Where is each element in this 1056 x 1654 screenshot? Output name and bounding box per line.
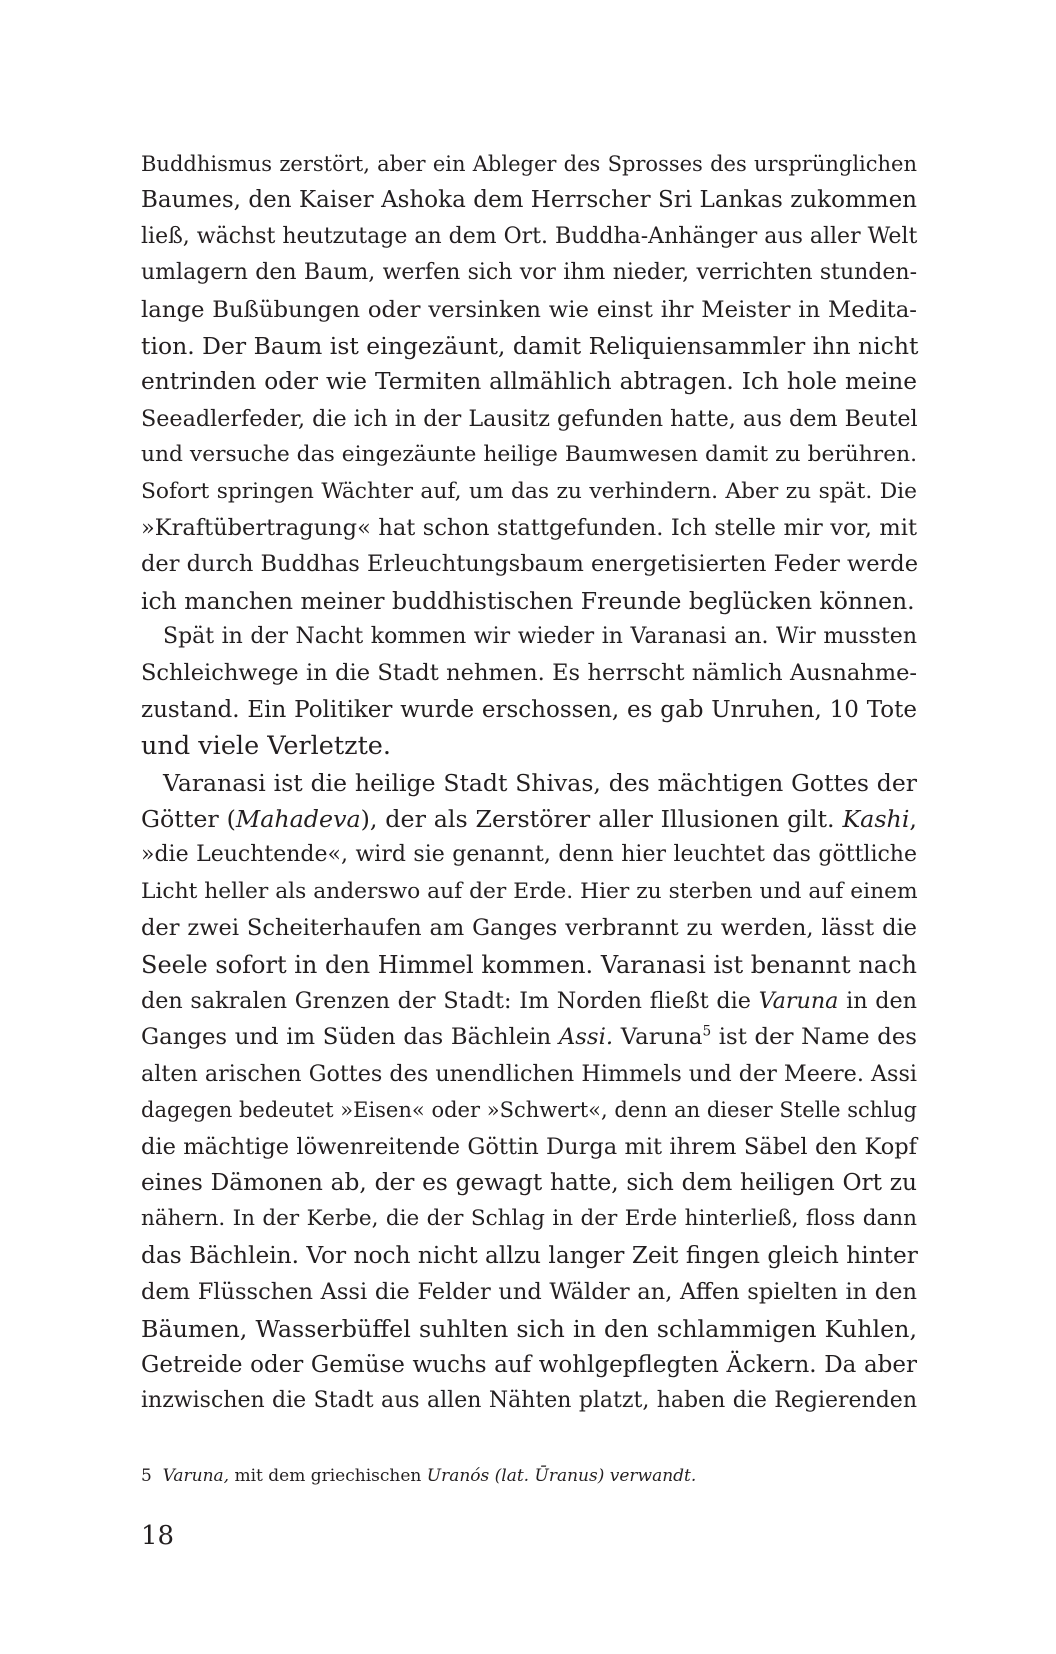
text-line: entrinden oder wie Termiten allmählich abtragen. Ich hole meine	[141, 368, 917, 396]
text-segment: den sakralen Grenzen der Stadt: Im Norden fließt die	[141, 987, 759, 1014]
text-line: Baumes, den Kaiser Ashoka dem Herrscher Sri Lankas zukommen	[141, 187, 917, 214]
italic-term: Assi.	[558, 1024, 614, 1051]
text-line: Buddhismus zerstört, aber ein Ableger des Sprosses des ursprünglichen	[141, 152, 917, 176]
text-line: Licht heller als anderswo auf der Erde. Hier zu sterben und auf einem	[141, 878, 918, 904]
text-line: und versuche das eingezäunte heilige Baumwesen damit zu berühren.	[141, 442, 917, 468]
text-line: tion. Der Baum ist eingezäunt, damit Reliquiensammler ihn nicht	[141, 331, 919, 360]
text-line: eines Dämonen ab, der es gewagt hatte, sich dem heiligen Ort zu	[141, 1168, 917, 1196]
text-line: dagegen bedeutet »Eisen« oder »Schwert«, denn an dieser Stelle schlug	[141, 1098, 917, 1123]
footnote-text: mit dem griechischen	[229, 1466, 427, 1486]
text-line: nähern. In der Kerbe, die der Schlag in der Erde hinterließ, floss dann	[141, 1206, 917, 1232]
text-line: dem Flüsschen Assi die Felder und Wälder an, Affen spielten in den	[141, 1279, 917, 1306]
text-line	[141, 801, 917, 837]
text-line: die mächtige löwenreitende Göttin Durga mit ihrem Säbel den Kopf	[141, 1133, 917, 1160]
text-segment: Ganges und im Süden das Bächlein	[141, 1024, 559, 1051]
text-segment: Varuna	[613, 1024, 703, 1051]
text-line: Getreide oder Gemüse wuchs auf wohlgepflegten Äckern. Da aber	[141, 1351, 917, 1378]
footnote-number: 5	[141, 1466, 152, 1486]
text-line: Varanasi ist die heilige Stadt Shivas, des mächtigen Gottes der	[163, 768, 917, 797]
text-line: lange Bußübungen oder versinken wie einst ihr Meister in Medita-	[141, 296, 917, 323]
text-segment: in den	[838, 987, 917, 1014]
text-segment: ), der als Zerstörer aller Illusionen gilt.	[360, 805, 843, 834]
italic-term: Mahadeva	[235, 805, 361, 834]
footnote-term: Varuna,	[162, 1466, 230, 1486]
italic-term: Varuna	[758, 987, 839, 1014]
text-line: alten arischen Gottes des unendlichen Himmels und der Meere. Assi	[141, 1060, 917, 1087]
text-line: Bäumen, Wasserbüffel suhlten sich in den schlammigen Kuhlen,	[141, 1314, 917, 1343]
text-line: und viele Verletzte.	[141, 731, 392, 762]
text-line	[141, 983, 917, 1019]
page-number: 18	[141, 1521, 175, 1551]
text-line: »Kraftübertragung« hat schon stattgefunden. Ich stelle mir vor, mit	[141, 514, 917, 541]
text-line: inzwischen die Stadt aus allen Nähten platzt, haben die Regierenden	[141, 1388, 917, 1414]
footnote	[141, 1464, 917, 1488]
text-line: der durch Buddhas Erleuchtungsbaum energetisierten Feder werde	[141, 551, 919, 578]
text-line: ließ, wächst heutzutage an dem Ort. Buddha-Anhänger aus aller Welt	[141, 223, 918, 249]
text-segment: Götter (	[141, 805, 236, 834]
italic-term: Kashi	[842, 805, 910, 834]
footnote-reference[interactable]: 5	[702, 1023, 712, 1040]
body-text	[141, 146, 917, 1420]
text-segment: ,	[909, 805, 917, 834]
text-line: Seeadlerfeder, die ich in der Lausitz gefunden hatte, aus dem Beutel	[141, 405, 918, 432]
text-line: Sofort springen Wächter auf, um das zu verhindern. Aber zu spät. Die	[141, 478, 917, 504]
text-line: »die Leuchtende«, wird sie genannt, denn hier leuchtet das göttliche	[141, 842, 917, 868]
footnote-italic: Uranós (lat. Ūranus) verwandt.	[426, 1466, 697, 1486]
text-line: Schleichwege in die Stadt nehmen. Es herrscht nämlich Ausnahme-	[141, 660, 917, 687]
text-line: ich manchen meiner buddhistischen Freunde beglücken können.	[141, 586, 915, 615]
text-line: der zwei Scheiterhaufen am Ganges verbrannt zu werden, lässt die	[141, 915, 917, 942]
text-line: zustand. Ein Politiker wurde erschossen, es gab Unruhen, 10 Tote	[141, 696, 917, 723]
text-line: Seele sofort in den Himmel kommen. Varanasi ist benannt nach	[141, 950, 917, 979]
text-line: das Bächlein. Vor noch nicht allzu langer Zeit fingen gleich hinter	[141, 1241, 918, 1269]
text-line: Spät in der Nacht kommen wir wieder in Varanasi an. Wir mussten	[163, 624, 917, 650]
text-line	[141, 1019, 917, 1055]
text-segment: ist der Name des	[711, 1024, 917, 1051]
text-line: umlagern den Baum, werfen sich vor ihm nieder, verrichten stunden-	[141, 260, 917, 286]
